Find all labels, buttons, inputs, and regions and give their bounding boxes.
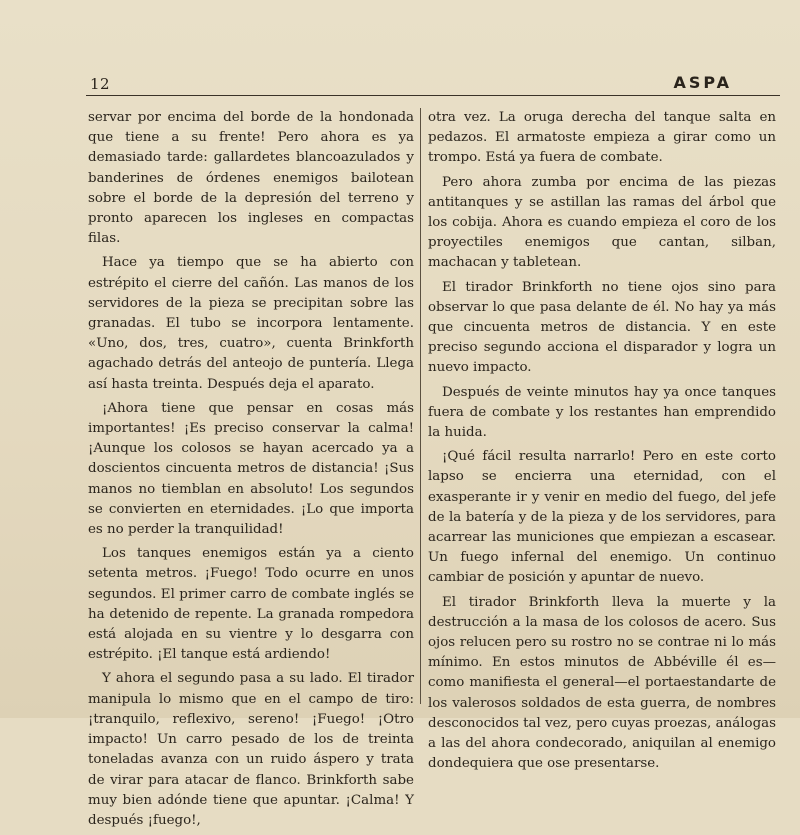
paragraph: servar por encima del borde de la hondonada que tiene a su frente! Pero ahora es ya demasiado tarde: gallardetes blancoazulados y banderines de órdenes enemigos bailotean sobre el borde de la depresión del terreno y pronto aparecen los ingleses en compactas filas. <box>88 110 414 247</box>
page-number: 12 <box>90 75 111 93</box>
right-column <box>428 108 776 779</box>
paragraph: El tirador Brinkforth lleva la muerte y la destrucción a la masa de los colosos de acero. Sus ojos relucen pero su rostro no se contrae ni lo más mínimo. En estos minutos de Abbéville él es—como manifiesta el general—el portaestandarte de los valerosos soldados de esta guerra, de nombres desconocidos tal vez, pero cuyas proezas, análogas a las del ahora condecorado, aniquilan al enemigo dondequiera que ose presentarse. <box>428 594 776 772</box>
paragraph: El tirador Brinkforth no tiene ojos sino para observar lo que pasa delante de él. No hay ya más que cincuenta metros de distancia. Y en este preciso segundo acciona el disparador y logra un nuevo impacto. <box>428 279 776 376</box>
column-divider <box>420 108 421 704</box>
paragraph: Los tanques enemigos están ya a ciento setenta metros. ¡Fuego! Todo ocurre en unos segundos. El primer carro de combate inglés se ha detenido de repente. La granada rompedora está alojada en su vientre y lo desgarra con estrépito. ¡El tanque está ardiendo! <box>88 546 414 663</box>
running-title: ASPA <box>673 73 732 92</box>
paragraph: Pero ahora zumba por encima de las piezas antitanques y se astillan las ramas del árbol que los cobija. Ahora es cuando empieza el coro de los proyectiles enemigos que cantan, silban, machacan y tabletean. <box>428 174 776 271</box>
paragraph: ¡Qué fácil resulta narrarlo! Pero en este corto lapso se encierra una eternidad, con el exasperante ir y venir en medio del fuego, del jefe de la batería y de la pieza y de los servidores, para acarrear las municiones que empiezan a escasear. Un fuego infernal del enemigo. Un continuo cambiar de posición y apuntar de nuevo. <box>428 449 776 586</box>
paragraph: Y ahora el segundo pasa a su lado. El tirador manipula lo mismo que en el campo de tiro: ¡tranquilo, reflexivo, sereno! ¡Fuego! ¡Otro impacto! Un carro pesado de los de treinta toneladas avanza con un ruido áspero y trata de virar para atacar de flanco. Brinkforth sabe muy bien adónde tiene que apuntar. ¡Calma! Y después ¡fuego!, <box>88 671 414 828</box>
paragraph: ¡Ahora tiene que pensar en cosas más importantes! ¡Es preciso conservar la calma! ¡Aunque los colosos se hayan acercado ya a doscientos cincuenta metros de distancia! ¡Sus manos no tiemblan en absoluto! Los segundos se convierten en eternidades. ¡Lo que importa es no perder la tranquilidad! <box>88 400 414 538</box>
left-column <box>88 108 414 835</box>
header-rule <box>86 95 780 96</box>
paragraph: Hace ya tiempo que se ha abierto con estrépito el cierre del cañón. Las manos de los servidores de la pieza se precipitan sobre las granadas. El tubo se incorpora lentamente. «Uno, dos, tres, cuatro», cuenta Brinkforth agachado detrás del anteojo de puntería. Llega así hasta treinta. Después deja el aparato. <box>88 255 414 392</box>
paragraph: otra vez. La oruga derecha del tanque salta en pedazos. El armatoste empieza a girar como un trompo. Está ya fuera de combate. <box>428 110 776 166</box>
paragraph: Después de veinte minutos hay ya once tanques fuera de combate y los restantes han emprendido la huida. <box>428 384 776 441</box>
